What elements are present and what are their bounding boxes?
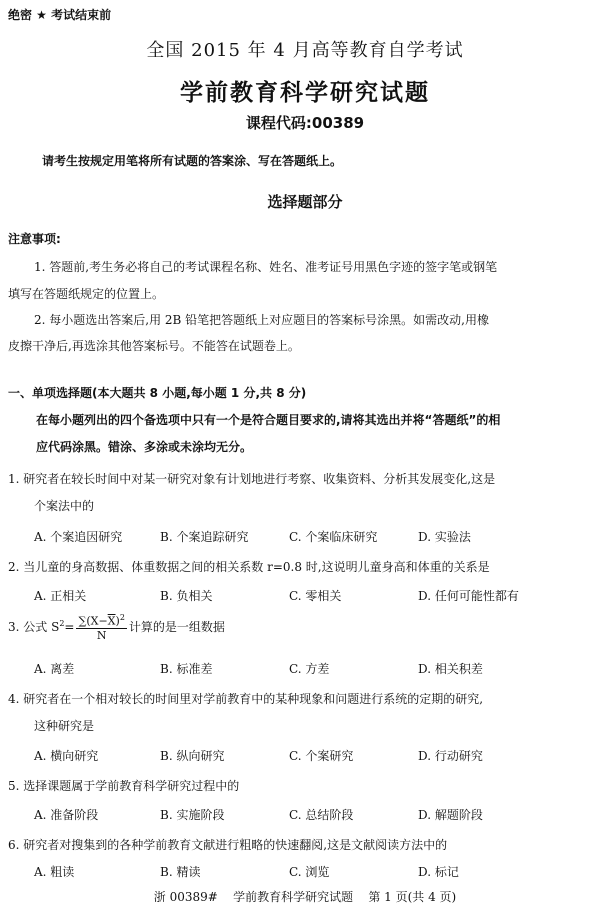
notice-heading: 注意事项: — [8, 232, 61, 246]
notice-item-1: 1. 答题前,考生务必将自己的考试课程名称、姓名、准考证号用黑色字迹的签字笔或钢笔 — [34, 260, 498, 274]
question-6-option-b: B. 精读 — [160, 865, 201, 879]
question-1-option-d: D. 实验法 — [418, 530, 471, 544]
question-6-option-d: D. 标记 — [418, 865, 459, 879]
question-5-option-a: A. 准备阶段 — [34, 808, 99, 822]
notice-item-2-cont: 皮擦干净后,再选涂其他答案标号。不能答在试题卷上。 — [8, 339, 300, 353]
question-5-option-c: C. 总结阶段 — [289, 808, 354, 822]
formula-equals: = — [64, 619, 75, 634]
question-3-option-a: A. 离差 — [34, 662, 75, 676]
exam-title: 全国 2015 年 4 月高等教育自学考试 — [146, 40, 464, 61]
question-1-option-b: B. 个案追踪研究 — [160, 530, 249, 544]
question-4: 4. 研究者在一个相对较长的时间里对学前教育中的某种现象和问题进行系统的定期的研究, — [8, 692, 484, 706]
question-4-option-b: B. 纵向研究 — [160, 749, 225, 763]
formula-numerator-close: ) — [115, 614, 120, 628]
subject-title: 学前教育科学研究试题 — [180, 80, 430, 106]
question-5-option-b: B. 实施阶段 — [160, 808, 225, 822]
question-3-option-b: B. 标准差 — [160, 662, 213, 676]
question-6-option-a: A. 粗读 — [34, 865, 75, 879]
question-1: 1. 研究者在较长时间中对某一研究对象有计划地进行考察、收集资料、分析其发展变化,这是 — [8, 472, 496, 486]
question-4-cont: 这种研究是 — [34, 719, 95, 733]
question-4-option-c: C. 个案研究 — [289, 749, 354, 763]
formula-s-exponent: 2 — [59, 618, 65, 628]
section-title: 选择题部分 — [267, 193, 343, 211]
question-2-option-b: B. 负相关 — [160, 589, 213, 603]
formula-mean-x: $\overline{X}$ — [107, 614, 116, 628]
formula-numerator-exponent: 2 — [119, 613, 125, 622]
question-3 — [8, 613, 225, 642]
part1-description-cont: 应代码涂黑。错涂、多涂或未涂均无分。 — [36, 440, 253, 454]
formula-numerator — [76, 613, 126, 629]
formula-fraction — [76, 613, 126, 642]
formula-numerator-sum: ∑(X− — [78, 614, 108, 628]
secret-label: 绝密 ★ 考试结束前 — [8, 8, 112, 22]
question-3-suffix: 计算的是一组数据 — [128, 619, 225, 634]
part1-heading: 一、单项选择题(本大题共 8 小题,每小题 1 分,共 8 分) — [8, 386, 307, 400]
question-1-option-c: C. 个案临床研究 — [289, 530, 378, 544]
question-4-option-a: A. 横向研究 — [34, 749, 99, 763]
formula-denominator: N — [96, 628, 107, 642]
question-1-cont: 个案法中的 — [34, 499, 95, 513]
question-1-option-a: A. 个案追因研究 — [34, 530, 123, 544]
question-5-option-d: D. 解题阶段 — [418, 808, 483, 822]
question-4-option-d: D. 行动研究 — [418, 749, 483, 763]
course-code: 课程代码:00389 — [245, 114, 365, 132]
answer-instruction: 请考生按规定用笔将所有试题的答案涂、写在答题纸上。 — [42, 154, 343, 168]
notice-item-2: 2. 每小题选出答案后,用 2B 铅笔把答题纸上对应题目的答案标号涂黑。如需改动,用橡 — [34, 313, 489, 327]
page-footer: 浙 00389# 学前教育科学研究试题 第 1 页(共 4 页) — [153, 890, 457, 904]
part1-description: 在每小题列出的四个备选项中只有一个是符合题目要求的,请将其选出并将“答题纸”的相 — [36, 413, 501, 427]
question-2-option-c: C. 零相关 — [289, 589, 342, 603]
question-2: 2. 当儿童的身高数据、体重数据之间的相关系数 r=0.8 时,这说明儿童身高和体重的关系是 — [8, 560, 490, 574]
question-3-prefix: 3. 公式 S — [8, 619, 60, 634]
question-6: 6. 研究者对搜集到的各种学前教育文献进行粗略的快速翻阅,这是文献阅读方法中的 — [8, 838, 448, 852]
question-2-option-d: D. 任何可能性都有 — [418, 589, 519, 603]
question-2-option-a: A. 正相关 — [34, 589, 87, 603]
question-3-option-d: D. 相关积差 — [418, 662, 483, 676]
notice-item-1-cont: 填写在答题纸规定的位置上。 — [8, 287, 165, 301]
question-3-option-c: C. 方差 — [289, 662, 330, 676]
question-5: 5. 选择课题属于学前教育科学研究过程中的 — [8, 779, 240, 793]
question-6-option-c: C. 浏览 — [289, 865, 330, 879]
